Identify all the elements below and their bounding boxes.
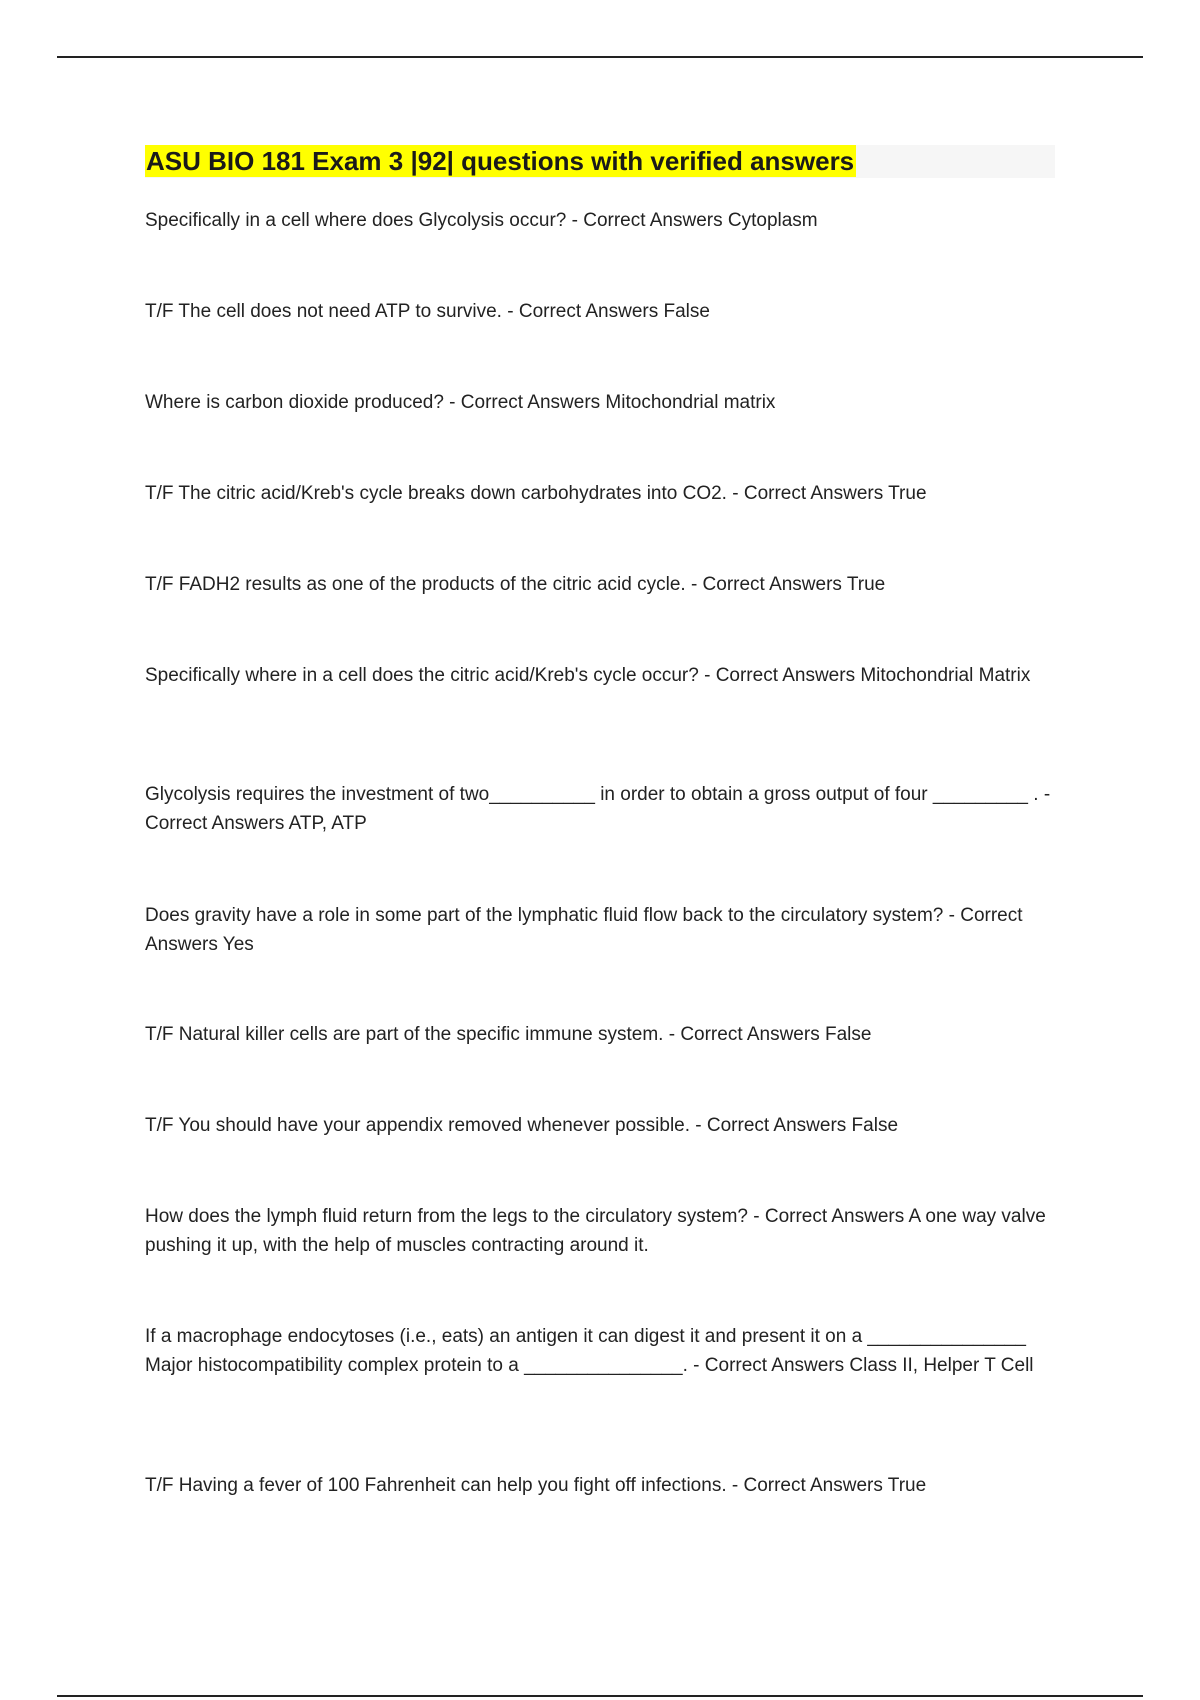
footer-rule — [57, 1695, 1143, 1697]
qa-item: T/F The citric acid/Kreb's cycle breaks down carbohydrates into CO2. - Correct Answers True — [145, 483, 927, 504]
qa-item: Specifically where in a cell does the citric acid/Kreb's cycle occur? - Correct Answers Mitochondrial Matrix — [145, 665, 1031, 686]
title-block — [145, 145, 1055, 178]
qa-item: Does gravity have a role in some part of the lymphatic fluid flow back to the circulatory system? - Correct Answers Yes — [145, 905, 1023, 955]
qa-item: How does the lymph fluid return from the legs to the circulatory system? - Correct Answers A one way valve pushing it up, with the help of muscles contracting around it. — [145, 1206, 1046, 1256]
qa-item: T/F FADH2 results as one of the products of the citric acid cycle. - Correct Answers True — [145, 574, 886, 595]
qa-item: Where is carbon dioxide produced? - Correct Answers Mitochondrial matrix — [145, 392, 776, 413]
qa-item: If a macrophage endocytoses (i.e., eats) an antigen it can digest it and present it on a _______________ Major histocompatibility complex protein to a _______________. - Correct Answers Class II, Helper T Cell — [145, 1326, 1034, 1376]
qa-item: T/F You should have your appendix removed whenever possible. - Correct Answers False — [145, 1115, 899, 1136]
qa-item: T/F Having a fever of 100 Fahrenheit can help you fight off infections. - Correct Answers True — [145, 1475, 927, 1496]
header-rule — [57, 56, 1143, 58]
qa-item: Glycolysis requires the investment of two__________ in order to obtain a gross output of four _________ . - Correct Answers ATP, ATP — [145, 784, 1051, 834]
qa-item: T/F The cell does not need ATP to survive. - Correct Answers False — [145, 301, 710, 322]
qa-item: Specifically in a cell where does Glycolysis occur? - Correct Answers Cytoplasm — [145, 210, 818, 231]
qa-item: T/F Natural killer cells are part of the specific immune system. - Correct Answers False — [145, 1024, 872, 1045]
document-title: ASU BIO 181 Exam 3 |92| questions with verified answers — [146, 146, 855, 176]
